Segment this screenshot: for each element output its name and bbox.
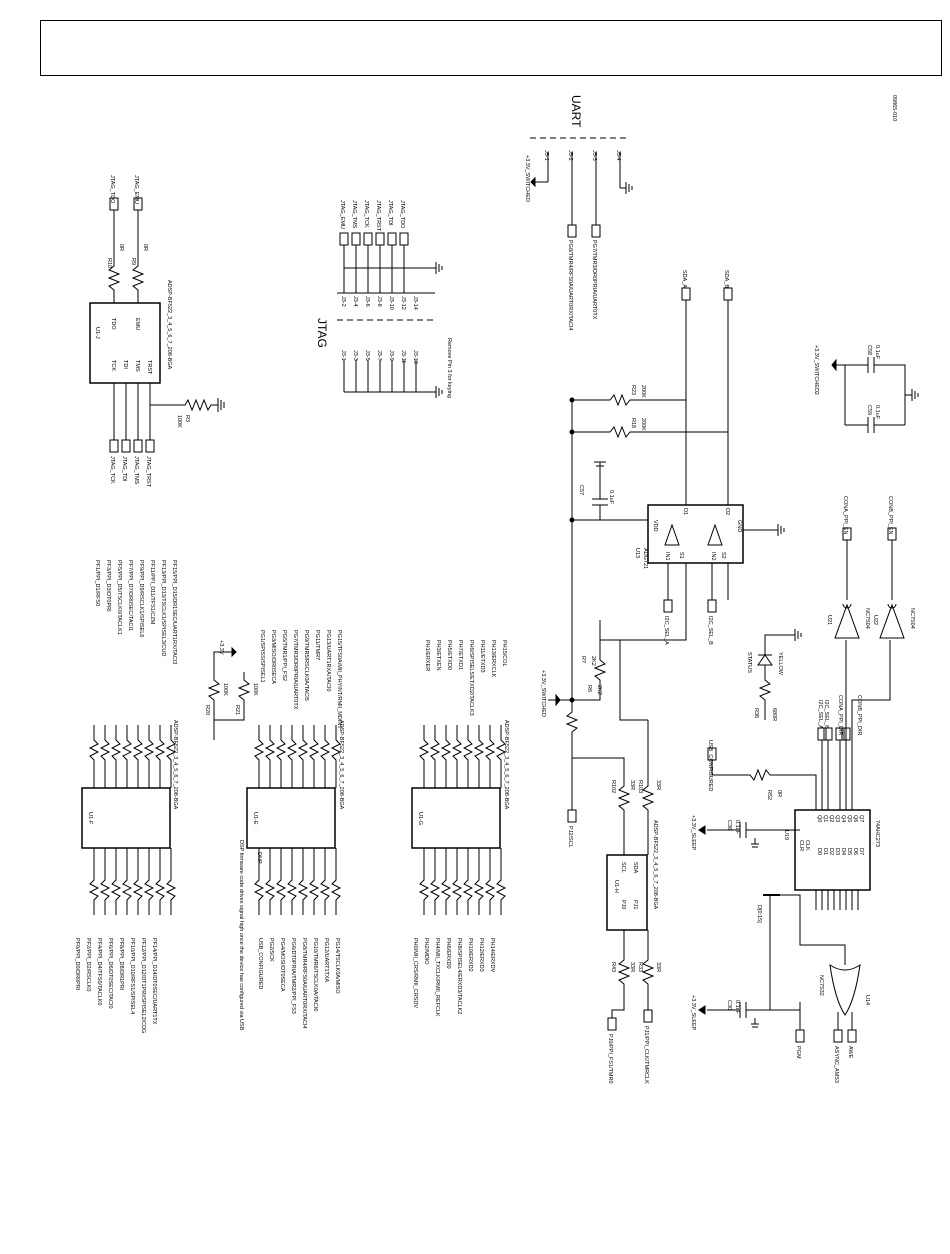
latch-ref: U19 bbox=[783, 830, 789, 841]
gate-ref: U14 bbox=[864, 995, 870, 1006]
u1-j-r9: R9 bbox=[130, 258, 136, 266]
jtag-pin-6: J3-6 bbox=[364, 296, 370, 307]
u1-e-r21-value: 100K bbox=[252, 683, 258, 696]
ph-right-net-7: PH15/COL bbox=[501, 640, 507, 667]
u1-e-block bbox=[204, 630, 344, 1031]
buffer-c58: C58 bbox=[866, 345, 872, 356]
jtag-net-tdi: JTAG_TDI bbox=[387, 200, 393, 226]
u1-h-sda: SDA bbox=[632, 862, 638, 874]
u1-h-r43-value: 33R bbox=[629, 962, 635, 973]
jtag-pin-1: J3-1 bbox=[340, 350, 346, 361]
u13-vdd: VDD bbox=[652, 520, 658, 532]
latch-q5: Q5 bbox=[846, 815, 852, 823]
latch-out-sel-b: I2C_SEL_B bbox=[823, 700, 829, 729]
i2c-r23: R23 bbox=[630, 385, 636, 396]
jtag-net-tck: JTAG_TCK bbox=[363, 200, 369, 228]
ph-right-net-0: PH1/ERXER bbox=[424, 640, 430, 672]
i2c-c57-value: 0.1uF bbox=[608, 490, 614, 505]
buffer-u22: U22 bbox=[872, 615, 878, 626]
latch-q2: Q2 bbox=[828, 815, 834, 823]
jtag-title: JTAG bbox=[315, 318, 329, 348]
pf-right-net-6: PF13/PPI_D13/TSCLK1/SPISEL3/CUD bbox=[160, 560, 166, 657]
buffer-part-2: NC7S04 bbox=[909, 608, 915, 629]
u1-j-net-trst: JTAG_TRST bbox=[145, 456, 151, 488]
latch-clk: CLK bbox=[804, 840, 810, 851]
latch-d1: D1 bbox=[822, 848, 828, 856]
uart-title: UART bbox=[569, 95, 583, 128]
pg-right-net-6: PG13/UART1RXA/TACI0 bbox=[325, 630, 331, 692]
ph-left-net-3: PH6/ERXD0 bbox=[445, 938, 451, 969]
gate-part: NC7S32 bbox=[818, 975, 824, 996]
jtag-net-emu: JTAG_EMU bbox=[339, 200, 345, 229]
u1-e-r21: R21 bbox=[234, 705, 240, 716]
uart-pin-1: J5-1 bbox=[543, 150, 549, 161]
latch-q1: Q1 bbox=[822, 815, 828, 823]
jtag-pin-4: J3-4 bbox=[352, 296, 358, 307]
uart-pin-2: J5-2 bbox=[567, 150, 573, 161]
u1-e-power: +3.3V bbox=[218, 640, 224, 655]
u1-h-ref: U1-H bbox=[613, 880, 619, 893]
u1-j-jtag-block bbox=[90, 175, 224, 488]
u1-j-tck: TCK bbox=[110, 360, 116, 371]
jtag-pin-7: J3-7 bbox=[376, 350, 382, 361]
u1-h-pj1: PJ1 bbox=[632, 900, 638, 910]
gate-pgm: PGM bbox=[795, 1046, 801, 1059]
ph-left-net-0: PH0/MII_CRS/RMII_CRSDV bbox=[412, 938, 418, 1008]
led-resistor: R36 bbox=[753, 708, 759, 719]
pf-right-net-7: PF15/PPI_D15/DR1SEC/UART1RX/TACI3 bbox=[171, 560, 177, 665]
pg-left-net-1: PG2/SCK bbox=[268, 938, 274, 962]
latch-d2: D2 bbox=[828, 848, 834, 856]
gate-block bbox=[690, 910, 870, 1083]
latch-q7: Q7 bbox=[858, 815, 864, 823]
buffer-c58-value: 0.1uF bbox=[874, 345, 880, 360]
u1-h-r102-value: 33R bbox=[629, 780, 635, 791]
jtag-net-trst: JTAG_TRST bbox=[375, 200, 381, 232]
pf-right-net-2: PF5/PPI_D5/TSCLK0/TACLK1 bbox=[116, 560, 122, 635]
u1-j-r3-value: 100K bbox=[176, 415, 182, 428]
pf-right-net-5: PF11/PPI_D11/TFS1/CZM bbox=[149, 560, 155, 625]
pg-right-net-4: PG9/TMR5/RSCLK0A/TACI5 bbox=[303, 630, 309, 701]
i2c-r6: R6 bbox=[586, 685, 592, 693]
uart-net-rx: PG8/TMR4/RFS0A/UART0RX/TACI4 bbox=[567, 240, 573, 331]
u1-j-net-tck: JTAG_TCK bbox=[109, 456, 115, 484]
ph-left-net-5: PH10/ERXD2 bbox=[467, 938, 473, 972]
u13-ref: U13 bbox=[634, 548, 640, 559]
latch-q3: Q3 bbox=[834, 815, 840, 823]
u13-d2: D2 bbox=[724, 508, 730, 516]
u13-gnd: GND bbox=[736, 520, 742, 533]
u1-e-dnp: DNP bbox=[256, 852, 262, 864]
latch-out-conb: CONB_PPI_DIR bbox=[856, 695, 862, 736]
pg-left-net-0: USB_CONFIGURED bbox=[257, 938, 263, 990]
u1-e-r20-value: 100K bbox=[222, 683, 228, 696]
pf-right-net-3: PF7/PPI_D7/DR0SEC/TACI1 bbox=[127, 560, 133, 632]
latch-part: 74AHC273 bbox=[874, 820, 880, 847]
ph-left-net-7: PH14/ERXDV bbox=[489, 938, 495, 973]
i2c-net-sel-a: I2C_SEL_A bbox=[663, 616, 669, 645]
u1-j-tdi: TDI bbox=[122, 360, 128, 369]
u13-d1: D1 bbox=[682, 508, 688, 516]
u1-f-block bbox=[74, 560, 178, 1033]
latch-bus: D[0:15] bbox=[756, 905, 762, 923]
u1-j-tdo: TDO bbox=[110, 318, 116, 330]
jtag-pin-10: J3-10 bbox=[388, 296, 394, 310]
gate-in-async: ASYNC_AMS3 bbox=[833, 1046, 839, 1083]
buffer-block bbox=[813, 345, 918, 638]
gate-c30-value: 0.1uF bbox=[734, 1000, 740, 1015]
pf-left-net-3: PF6/PPI_D6/DT0SEC/TACI0 bbox=[107, 938, 113, 1009]
u13-in1: IN1 bbox=[664, 552, 670, 561]
latch-out-sel-a: I2C_SEL_A bbox=[817, 700, 823, 729]
pg-right-net-5: PG11/TMR7 bbox=[314, 630, 320, 661]
latch-q0: Q0 bbox=[816, 815, 822, 823]
i2c-r6-value: 2K2 bbox=[596, 685, 602, 695]
u1-j-net-emu: JTAG_EMU bbox=[133, 175, 139, 204]
u13-s1: S1 bbox=[678, 552, 684, 559]
jtag-pin-14: J3-14 bbox=[412, 296, 418, 310]
u1-j-ref: U1-J bbox=[94, 327, 100, 339]
figure-id: 09865-010 bbox=[891, 95, 897, 122]
u1-j-emu: EMU bbox=[134, 318, 140, 331]
u1-e-ref: U1-E bbox=[252, 812, 258, 825]
uart-pin-4: J5-4 bbox=[615, 150, 621, 161]
latch-block bbox=[690, 640, 890, 1010]
gate-power: +3.3V_SLEEP bbox=[690, 995, 696, 1031]
uart-net-tx: PG7/TMR3/DR0PRIA/UART0TX bbox=[591, 240, 597, 320]
ph-right-net-1: PH3/ETXEN bbox=[435, 640, 441, 671]
u1-j-r10-value: 0R bbox=[118, 244, 124, 252]
latch-d3: D3 bbox=[834, 848, 840, 856]
u1-j-r3: R3 bbox=[184, 415, 190, 423]
pg-left-net-4: PG8/TMR4/RFS0A/UART0RX/TACI4 bbox=[301, 938, 307, 1029]
latch-clr: CLR bbox=[798, 840, 804, 852]
u1-h-r103: R103 bbox=[637, 780, 643, 794]
pf-right-net-4: PF9/PPI_D9/RSCLK1/SPISEL6 bbox=[138, 560, 144, 638]
u1-f-part: ADSP-BF522_3_4_5_6_7_208-BGA bbox=[172, 720, 178, 810]
buffer-c59-value: 0.1uF bbox=[874, 405, 880, 420]
pf-right-net-0: PF1/PPI_D1/RFS0 bbox=[94, 560, 100, 607]
latch-q6: Q6 bbox=[852, 815, 858, 823]
u1-h-r103-value: 33R bbox=[655, 780, 661, 791]
u1-g-part: ADSP-BF522_3_4_5_6_7_208-BGA bbox=[503, 720, 509, 810]
u13-part: ADG721 bbox=[642, 548, 648, 570]
u1-j-net-tms: JTAG_TMS bbox=[133, 456, 139, 485]
latch-power: +3.3V_SLEEP bbox=[690, 815, 696, 851]
jtag-pin-3: J3-3 bbox=[352, 350, 358, 361]
led-resistor-value: 680R bbox=[771, 708, 777, 722]
latch-out-usb: USB_CONFIGURED bbox=[707, 740, 713, 792]
ph-right-net-5: PH11/ETXD3 bbox=[479, 640, 485, 673]
ph-right-net-6: PH13/ERXCLK bbox=[490, 640, 496, 678]
latch-d0: D0 bbox=[816, 848, 822, 856]
i2c-r18: R18 bbox=[630, 418, 636, 429]
latch-q4: Q4 bbox=[840, 815, 846, 823]
pg-right-net-2: PG5/TMR1/PPI_FS2 bbox=[281, 630, 287, 682]
uart-pin-3: J5-3 bbox=[591, 150, 597, 161]
pg-left-net-5: PG10/TMR6/TSCLK0A/TACI6 bbox=[312, 938, 318, 1012]
buffer-c59: C59 bbox=[866, 405, 872, 416]
pg-left-net-3: PG6/DT0PRIA/TMR2/PPI_FS3 bbox=[290, 938, 296, 1014]
jtag-pin-2: J3-2 bbox=[340, 296, 346, 307]
u1-h-net-scl: PJ2/SCL bbox=[567, 826, 573, 848]
latch-out-cona: CONA_PPI_DIR bbox=[837, 695, 843, 736]
buffer-power: +3.3V_SWITCHED2 bbox=[813, 345, 819, 395]
gate-in-awe: AWE bbox=[847, 1046, 853, 1059]
jtag-pin-8: J3-8 bbox=[376, 296, 382, 307]
buffer-net-conb: CONB_PPI_EN bbox=[887, 496, 893, 535]
u1-g-ref: U1-G bbox=[417, 812, 423, 826]
uart-header bbox=[524, 138, 632, 331]
ph-right-net-3: PH7/ETXD1 bbox=[457, 640, 463, 670]
jtag-keying-note: Remove Pin 3 for keying bbox=[446, 338, 452, 398]
u1-g-block bbox=[412, 640, 509, 1017]
i2c-net-sda-b: SDA_B bbox=[723, 270, 729, 289]
pf-left-net-4: PF8/PPI_D8/DR1PRI bbox=[118, 938, 124, 991]
ph-right-net-2: PH5/ETXD0 bbox=[446, 640, 452, 670]
i2c-r23-value: 200K bbox=[640, 385, 646, 398]
i2c-r7-value: 2K2 bbox=[590, 656, 596, 666]
latch-r52-value: 0R bbox=[776, 790, 782, 798]
u1-j-part: ADSP-BF522_3_4_5_6_7_208-BGA bbox=[166, 280, 172, 370]
buffer-part-1: NC7S04 bbox=[864, 608, 870, 629]
pf-left-net-0: PF0/PPI_D0/DR0PRI bbox=[74, 938, 80, 991]
u1-e-note: DSP firmware code drives signal high once the device has configured via USB bbox=[238, 840, 244, 1031]
gate-c30: C30 bbox=[726, 1000, 732, 1011]
latch-r52: R52 bbox=[766, 790, 772, 801]
u1-h-scl: SCL bbox=[620, 862, 626, 873]
ph-left-net-2: PH4/MII_TXCLK/RMII_REFCLK bbox=[434, 938, 440, 1017]
jtag-header bbox=[337, 200, 452, 398]
u1-h-r43: R43 bbox=[610, 962, 616, 973]
latch-d5: D5 bbox=[846, 848, 852, 856]
latch-d4: D4 bbox=[840, 848, 846, 856]
u1-e-part: ADSP-BF522_3_4_5_6_7_208-BGA bbox=[338, 720, 344, 810]
latch-d7: D7 bbox=[858, 848, 864, 856]
jtag-pin-12: J3-12 bbox=[400, 296, 406, 310]
i2c-r7: R7 bbox=[580, 656, 586, 664]
ph-left-net-1: PH2/MDIO bbox=[423, 938, 429, 965]
jtag-net-tdo: JTAG_TDO bbox=[399, 200, 405, 229]
uart-power: +3.3V_SWITCHED bbox=[524, 155, 530, 202]
pg-left-net-6: PG12/UART1TXA bbox=[323, 938, 329, 983]
pf-left-net-7: PF14/PPI_D14/DT0SEC/UART1TX bbox=[151, 938, 157, 1025]
ph-left-net-4: PH8/SPISEL4/ERXD3/TACLK2 bbox=[456, 938, 462, 1015]
u1-j-r10: R10 bbox=[106, 258, 112, 269]
status-led-block bbox=[746, 629, 801, 721]
u1-h-r33-value: 33R bbox=[655, 962, 661, 973]
i2c-net-sda-a: SDA_A bbox=[681, 270, 687, 289]
u1-j-net-tdo: JTAG_TDO bbox=[109, 175, 115, 204]
ph-right-net-4: PH9/SPISEL5/ETXD2/TACLK3 bbox=[468, 640, 474, 716]
u1-j-tms: TMS bbox=[134, 360, 140, 372]
pf-left-net-1: PF2/PPI_D2/RSCLK0 bbox=[85, 938, 91, 992]
latch-c36-value: 0.1uF bbox=[734, 820, 740, 835]
u13-in2: IN2 bbox=[710, 552, 716, 561]
u1-h-block bbox=[567, 720, 661, 1084]
latch-c36: C36 bbox=[726, 820, 732, 831]
u1-j-r9-value: 0R bbox=[142, 244, 148, 252]
u1-h-net-pj1: PJ1/PPI_CLK/TMRCLK bbox=[643, 1026, 649, 1084]
pg-right-net-0: PG1/SPISS/SPISEL1 bbox=[259, 630, 265, 683]
buffer-u21: U21 bbox=[826, 615, 832, 626]
pf-right-net-1: PF3/PPI_D3/DT0PRI bbox=[105, 560, 111, 612]
pg-right-net-1: PG3/MISO/DR0SECA bbox=[270, 630, 276, 685]
latch-d6: D6 bbox=[852, 848, 858, 856]
pf-left-net-6: PF12/PPI_D12/DT1PRI/SPISEL2/CDG bbox=[140, 938, 146, 1034]
jtag-pin-13: J3-13 bbox=[412, 350, 418, 364]
u1-h-part: ADSP-BF522_3_4_5_6_7_208-BGA bbox=[652, 820, 658, 910]
jtag-net-tms: JTAG_TMS bbox=[351, 200, 357, 229]
u1-e-r20: R20 bbox=[204, 705, 210, 716]
jtag-pin-9: J3-9 bbox=[388, 350, 394, 361]
i2c-c57: C57 bbox=[578, 485, 584, 496]
i2c-net-sel-b: I2C_SEL_B bbox=[707, 616, 713, 645]
u1-h-net-pj0: PJ0/PPI_FS1/TMR0 bbox=[607, 1034, 613, 1084]
led-label: STATUS bbox=[746, 652, 752, 673]
i2c-power: +3.3V_SWITCHED bbox=[540, 670, 546, 717]
u1-h-r102: R102 bbox=[610, 780, 616, 794]
buffer-net-cona: CONA_PPI_EN bbox=[842, 496, 848, 535]
u1-j-net-tdi: JTAG_TDI bbox=[121, 456, 127, 482]
u13-s2: S2 bbox=[720, 552, 726, 559]
jtag-pin-5: J3-5 bbox=[364, 350, 370, 361]
u1-j-trst: TRST bbox=[146, 360, 152, 375]
pg-right-net-7: PG15/TFS0A/MII_PHYINT/RMII_MDINT bbox=[336, 630, 342, 729]
jtag-pin-11: J3-11 bbox=[400, 350, 406, 364]
pg-right-net-3: PG7/TMR3/DR0PRIA/UART0TX bbox=[292, 630, 298, 710]
i2c-r18-value: 200K bbox=[640, 418, 646, 431]
u1-h-pj0: PJ0 bbox=[620, 900, 626, 910]
i2c-switch-block bbox=[540, 270, 784, 758]
ph-left-net-6: PH12/ERXD3 bbox=[478, 938, 484, 972]
led-color: YELLOW bbox=[777, 652, 783, 675]
pf-left-net-2: PF4/PPI_D4/TFS0/TACLK0 bbox=[96, 938, 102, 1006]
pf-left-net-5: PF10/PPI_D10/RFS1/SPISEL4 bbox=[129, 938, 135, 1015]
pg-left-net-7: PG14/TSCLK0A/MISO bbox=[334, 938, 340, 994]
u1-f-ref: U1-F bbox=[87, 812, 93, 825]
pg-left-net-2: PG4/MOSI/DT0SECA bbox=[279, 938, 285, 992]
u1-h-r33: R33 bbox=[637, 962, 643, 973]
